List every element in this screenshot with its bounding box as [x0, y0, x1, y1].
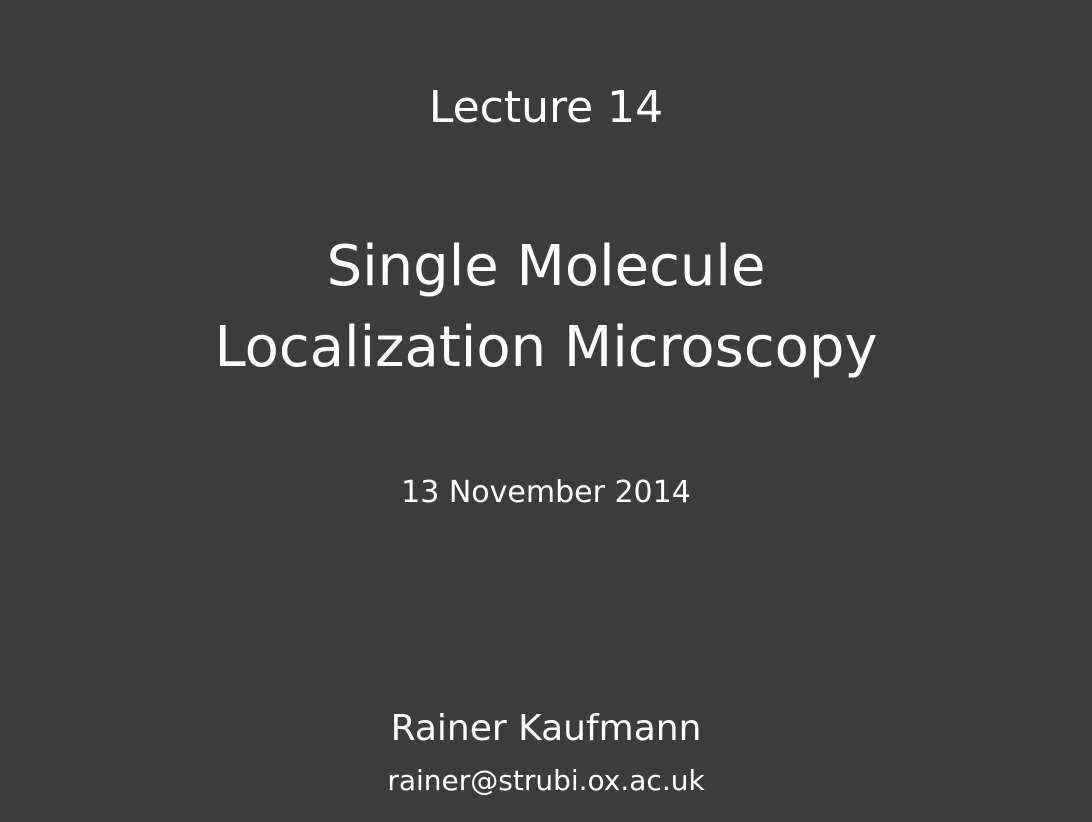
author-email: rainer@strubi.ox.ac.uk: [387, 764, 705, 797]
slide-title-line-2: Localization Microscopy: [214, 315, 878, 380]
slide-title-line-1: Single Molecule: [326, 234, 766, 299]
lecture-label: Lecture 14: [428, 82, 664, 133]
author-name: Rainer Kaufmann: [390, 708, 702, 749]
lecture-date: 13 November 2014: [401, 475, 691, 510]
